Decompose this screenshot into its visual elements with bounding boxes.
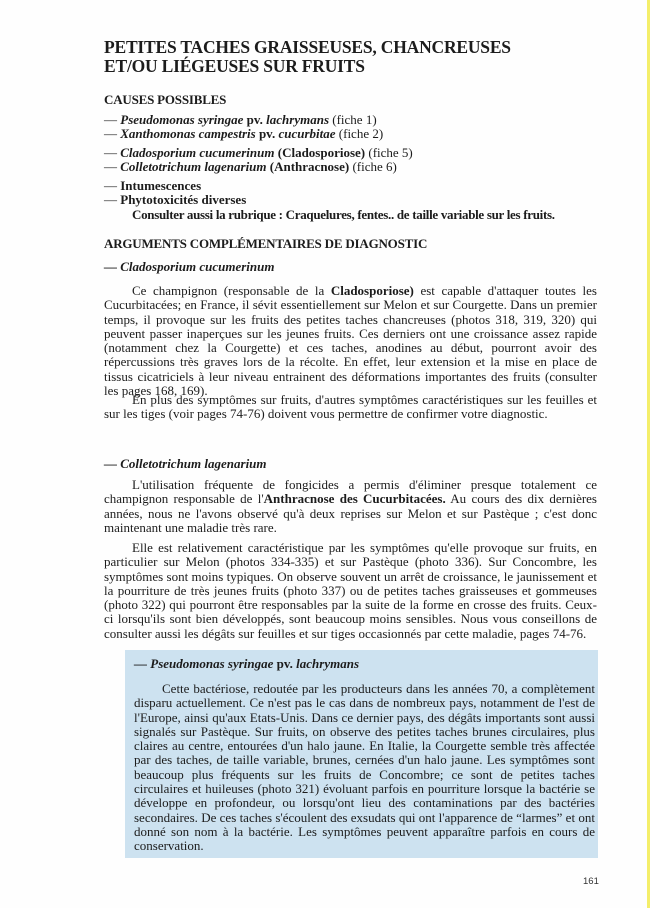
item-label: Phytotoxicités diverses	[120, 191, 247, 207]
dash: —	[104, 112, 117, 127]
item-ref: (fiche 6)	[349, 158, 397, 174]
item-species: Pseudomonas syringae	[120, 112, 244, 127]
title-line-2: ET/OU LIÉGEUSES SUR FRUITS	[104, 56, 365, 76]
text: lachrymans	[296, 656, 360, 671]
item-ref: (fiche 2)	[335, 125, 384, 141]
dash: —	[104, 178, 117, 193]
causes-list	[104, 113, 597, 222]
item-label: Intumescences	[120, 178, 202, 193]
list-item	[104, 193, 597, 207]
page-title	[104, 38, 597, 76]
text-bold: Anthracnose des Cucurbitacées.	[263, 491, 446, 507]
text: — Pseudomonas syringae	[134, 656, 274, 671]
list-item	[104, 146, 597, 160]
paragraph-cladosporium-2: En plus des symptômes sur fruits, d'autres symptômes caractéristiques sur les feuilles et sur les tiges (voir pages 74-76) doivent vous permettre de confirmer votre diagnostic.	[104, 392, 597, 422]
dash: —	[104, 145, 117, 160]
paragraph-colletotrichum-1	[104, 478, 597, 535]
dash: —	[104, 191, 117, 207]
pseudomonas-box	[125, 650, 598, 858]
dash: —	[104, 125, 117, 141]
causes-group-fungi	[104, 146, 597, 173]
item-pv: pv.	[243, 112, 267, 127]
item-species: Colletotrichum lagenarium	[120, 158, 267, 174]
consult-note: Consulter aussi la rubrique : Craquelures, fentes.. de taille variable sur les fruits.	[132, 207, 555, 222]
item-ref: (fiche 1)	[329, 112, 377, 127]
text: est capable d'attaquer toutes les Cucurbitacées; en France, il sévit essentiellement sur Melon et sur Courgette. Dans un premier temps, il provoque sur les fruits des petites taches chancreuses (photos 318, 319, 320) qui peuvent passer inaperçues sur les jeunes fruits. Ces derniers ont une croissance assez rapide (notamment chez la Courgette) et ces taches, anodines au début, pourront avoir des répercussions très graves lors de la récolte. En effet, leur extension et la mise en place de tissus cicatriciels à leur niveau entrainent des déformations importantes des fruits (consulter les pages 168, 169).	[104, 283, 597, 399]
text: Ce champignon (responsable de la	[132, 283, 331, 298]
causes-heading: CAUSES POSSIBLES	[104, 92, 227, 107]
list-item	[104, 160, 597, 174]
item-species: Cladosporium cucumerinum	[120, 145, 275, 160]
page-number: 161	[583, 876, 599, 887]
item-disease: (Cladosporiose)	[274, 145, 366, 160]
paragraph-cladosporium-1	[104, 284, 597, 398]
causes-group-bacteria	[104, 113, 597, 140]
list-item	[104, 127, 597, 141]
subheading-colletotrichum: — Colletotrichum lagenarium	[104, 456, 267, 471]
item-ref: (fiche 5)	[365, 145, 413, 160]
item-species: Xanthomonas campestris	[120, 125, 256, 141]
subheading-cladosporium: — Cladosporium cucumerinum	[104, 259, 275, 274]
list-item	[104, 113, 597, 127]
dash: —	[104, 158, 117, 174]
arguments-heading: ARGUMENTS COMPLÉMENTAIRES DE DIAGNOSTIC	[104, 236, 428, 251]
causes-group-other	[104, 179, 597, 222]
paragraph-pseudomonas: Cette bactériose, redoutée par les producteurs dans les années 70, a complètement disparu actuellement. Ce n'est pas le cas dans de nombreux pays, notamment de l'est de l'Europe, ainsi qu'aux Etats-Unis. Dans ce dernier pays, des dégâts importants sont aussi signalés sur Pastèque. Sur fruits, on observe des petites taches brunes circulaires, plus claires au centre, entourées d'un halo jaune. En Italie, la Courgette semble très affectée par des taches, de taille variable, brunes, cernées d'un halo jaune. Les symptômes sont beaucoup plus fréquents sur les fruits de Concombre; ce sont de petites taches circulaires et huileuses (photo 321) évoluant parfois en pourriture lorsque la bactérie se développe en profondeur, ou lorsqu'ont lieu des contaminations par des bactéries secondaires. De ces taches s'écoulent des exsudats qui ont l'apparence de “larmes” et ont donné son nom à la bactérie. Les symptômes peuvent apparaître parfois en cours de conservation.	[134, 681, 595, 854]
text: Au cours des dix dernières années, nous ne l'avons observé qu'à deux reprises sur Melon et sur Pastèque ; c'est donc maintenant une maladie très rare.	[104, 491, 597, 535]
list-item	[104, 179, 597, 193]
text: L'utilisation fréquente de fongicides a permis d'éliminer presque totalement ce champignon responsable de l'	[104, 477, 597, 507]
item-pathovar: lachrymans	[266, 112, 330, 127]
item-disease: (Anthracnose)	[266, 158, 350, 174]
paragraph-colletotrichum-2: Elle est relativement caractéristique par les symptômes qu'elle provoque sur fruits, en particulier sur Melon (photos 334-335) et sur Pastèque (photo 336). Sur Concombre, les symptômes sont moins typiques. On observe souvent un arrêt de croissance, le jaunissement et la pourriture de très jeunes fruits (photo 337) ou de petites taches graisseuses et gommeuses (photo 322) qui pourront être responsables par la suite de la forme en crosse des fruits. Ceux-ci lorsqu'ils sont bien développés, sont beaucoup moins sensibles. Nous vous conseillons de consulter aussi les dégâts sur feuilles et sur tiges occasionnés par cette maladie, pages 74-76.	[104, 540, 597, 641]
title-line-1: PETITES TACHES GRAISSEUSES, CHANCREUSES	[104, 37, 511, 57]
item-pv: pv.	[255, 125, 279, 141]
text-bold: Cladosporiose)	[330, 283, 414, 298]
subheading-pseudomonas	[134, 656, 359, 672]
item-pathovar: cucurbitae	[278, 125, 336, 141]
text: pv.	[273, 656, 297, 671]
